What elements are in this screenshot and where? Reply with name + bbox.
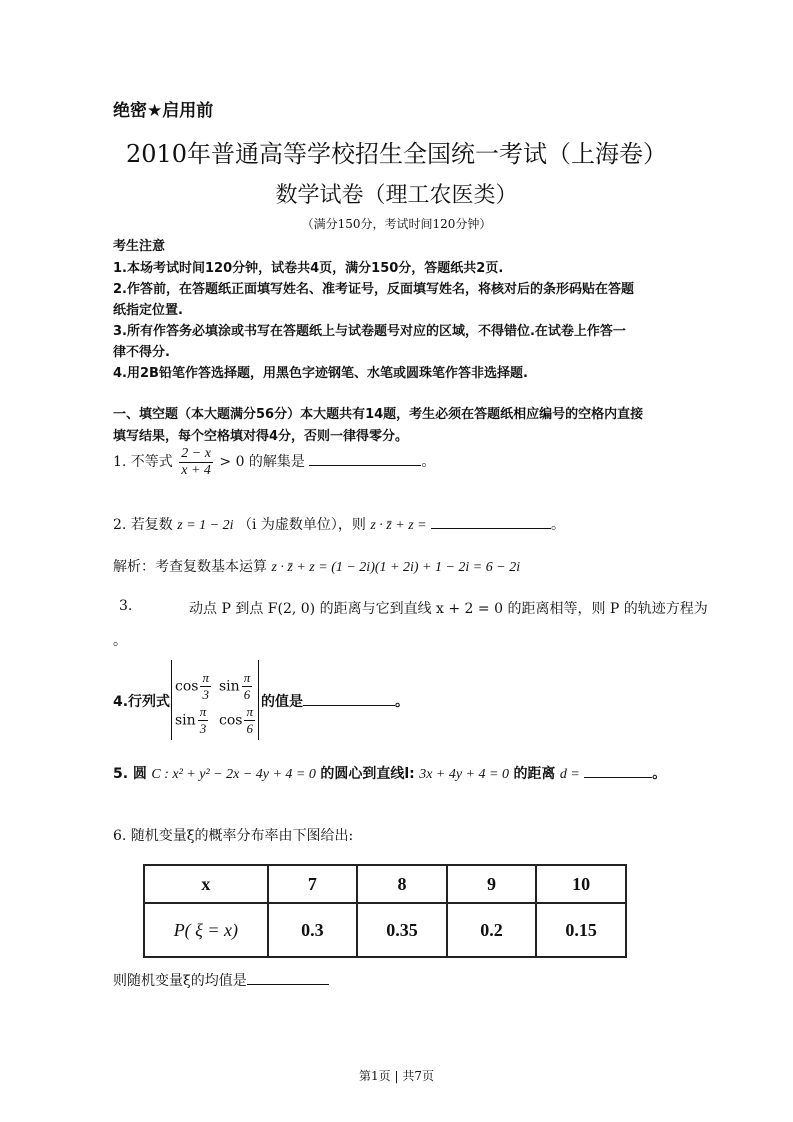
notice-heading: 考生注意 (113, 239, 166, 254)
table-cell: P( ξ = x) (144, 903, 268, 957)
answer-blank[interactable] (303, 691, 395, 706)
question-3-number: 3. (119, 598, 133, 614)
det-func: sin (175, 712, 196, 729)
det-den: 6 (243, 687, 251, 702)
q3-end: 。 (113, 633, 127, 649)
q2-end: 。 (551, 517, 566, 533)
analysis (113, 556, 520, 576)
question-2 (113, 514, 565, 534)
analysis-text: 解析：考查复数基本运算 (113, 559, 267, 575)
table-cell: 7 (268, 865, 357, 903)
notice-line: 律不得分. (113, 345, 170, 360)
q4-end: 。 (395, 694, 409, 710)
notice-line: 纸指定位置. (113, 303, 183, 318)
det-pi: π (199, 704, 207, 719)
q1-fraction (179, 446, 213, 479)
table-row (144, 865, 626, 903)
notice-line: 4.用2B铅笔作答选择题，用黑色字迹钢笔、水笔或圆珠笔作答非选择题. (113, 366, 528, 381)
q1-numerator: 2 − x (181, 445, 211, 461)
q1-end: 。 (421, 454, 436, 470)
det-pi: π (202, 670, 209, 685)
det-func: sin (219, 678, 240, 695)
q1-mid: > 0 的解集是 (219, 454, 305, 470)
det-a (175, 670, 213, 703)
det-func: cos (219, 712, 243, 729)
q1-denominator: x + 4 (181, 462, 211, 478)
q4-suffix (261, 691, 409, 711)
notice-line: 3.所有作答务必填涂或书写在答题纸上与试卷题号对应的区域，不得错位.在试卷上作答一 (113, 324, 626, 339)
secret-label: 绝密★启用前 (113, 101, 214, 121)
exam-subtitle: 数学试卷（理工农医类） (275, 183, 518, 208)
question-3: 动点 P 到点 F(2, 0) 的距离与它到直线 x + 2 = 0 的距离相等，则 P 的轨迹方程为 (189, 601, 708, 617)
page-footer: 第1页 | 共7页 (359, 1069, 434, 1083)
det-func: cos (175, 678, 199, 695)
table-cell: 10 (536, 865, 626, 903)
answer-blank[interactable] (309, 451, 421, 466)
det-pi: π (246, 704, 253, 719)
answer-blank[interactable] (431, 514, 551, 529)
det-pi: π (243, 670, 251, 685)
q2-expr2: z · z̄ + z = (370, 518, 427, 533)
table-cell: 0.3 (268, 903, 357, 957)
det-b (219, 670, 254, 703)
det-den: 3 (202, 687, 209, 702)
question-1 (113, 443, 435, 481)
q5-expr: C : x² + y² − 2x − 4y + 4 = 0 (151, 767, 316, 782)
table-cell: 0.2 (447, 903, 536, 957)
det-den: 6 (246, 721, 253, 736)
q5-mid: 的圆心到直线l: (320, 766, 415, 782)
q6-after: 则随机变量ξ的均值是 (113, 973, 247, 989)
q5-mid2: 的距离 (513, 766, 556, 782)
q5-prefix: 5. 圆 (113, 766, 147, 782)
table-cell: x (144, 865, 268, 903)
table-cell: 9 (447, 865, 536, 903)
q4-suffix-text: 的值是 (261, 694, 303, 710)
question-6: 6. 随机变量ξ的概率分布率由下图给出: (113, 828, 354, 844)
answer-blank[interactable] (584, 763, 652, 778)
det-c (175, 704, 210, 737)
q2-expr: z = 1 − 2i (177, 518, 234, 533)
q5-expr2: 3x + 4y + 4 = 0 (419, 767, 509, 782)
q2-paren: （i 为虚数单位），则 (237, 517, 366, 533)
section-heading-cont: 填写结果，每个空格填对得4分，否则一律得零分。 (113, 429, 409, 444)
analysis-expr: z · z̄ + z = (1 − 2i)(1 + 2i) + 1 − 2i = 6 − 2i (271, 560, 521, 575)
det-den: 3 (199, 721, 207, 736)
det-d (219, 704, 257, 737)
notice-line: 2.作答前，在答题纸正面填写姓名、准考证号，反面填写姓名，将核对后的条形码贴在答题 (113, 282, 634, 297)
determinant (171, 660, 259, 740)
question-6-follow (113, 970, 329, 990)
answer-blank[interactable] (247, 970, 329, 985)
exam-note: （满分150分，考试时间120分钟） (301, 217, 492, 231)
notice-line: 1.本场考试时间120分钟，试卷共4页，满分150分，答题纸共2页. (113, 261, 504, 276)
q5-end: 。 (652, 766, 667, 782)
q5-expr3: d = (559, 767, 580, 782)
q1-prefix: 1. 不等式 (113, 454, 173, 470)
q2-prefix: 2. 若复数 (113, 517, 173, 533)
table-row (144, 903, 626, 957)
exam-title: 2010年普通高等学校招生全国统一考试（上海卷） (125, 140, 668, 168)
question-5 (113, 763, 666, 783)
q4-prefix: 4.行列式 (113, 694, 171, 710)
table-cell: 0.35 (357, 903, 447, 957)
table-cell: 8 (357, 865, 447, 903)
probability-table (143, 864, 627, 958)
table-cell: 0.15 (536, 903, 626, 957)
section-heading: 一、填空题（本大题满分56分）本大题共有14题，考生必须在答题纸相应编号的空格内直接 (113, 407, 644, 422)
